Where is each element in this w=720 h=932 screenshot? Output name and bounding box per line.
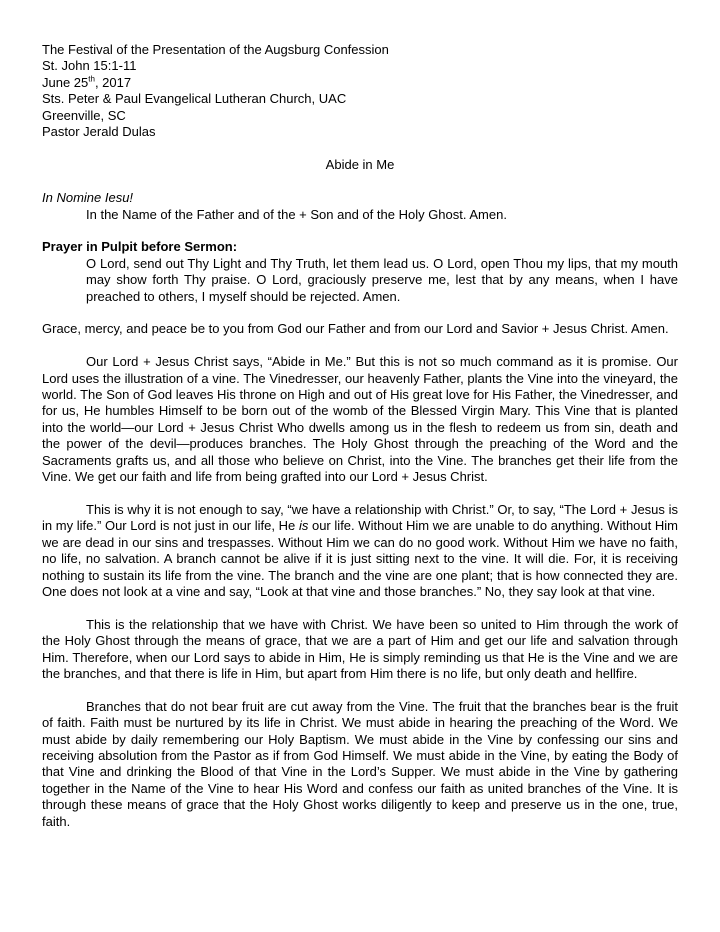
paragraph-2-part-a: This is why it is not enough to say, “we have a relationship with Christ.” Or, to say, “The Lord + Jesus is in my life.” Our Lord is not just in our life, He bbox=[42, 501, 678, 534]
church-name: Sts. Peter & Paul Evangelical Lutheran Church, UAC bbox=[42, 91, 347, 107]
invocation-section bbox=[42, 190, 678, 223]
scripture-reference: St. John 15:1-11 bbox=[42, 58, 137, 74]
paragraph-2-part-b: our life. Without Him we are unable to do anything. Without Him we are dead in our sins and trespasses. Without Him we can do no good work. Without Him we have no faith, no life, no salvation. A branch cannot be alive if it is just sitting next to the vine. It will die. For, it is receiving nothing to sustain its life from the vine. The branch and the vine are one plant; that is how connected they are. One does not look at a vine and say, “Look at that vine and those branches.” No, they say look at that vine. bbox=[42, 518, 678, 599]
sermon-paragraph-1: Our Lord + Jesus Christ says, “Abide in Me.” But this is not so much command as it is promise. Our Lord uses the illustration of a vine. The Vinedresser, our heavenly Father, plants the Vine into the vineyard, the world. The Son of God leaves His throne on High and out of His great love for His Father, the Vinedresser, and for us, He humbles Himself to be born out of the womb of the Blessed Virgin Mary. This Vine that is planted into the world—our Lord + Jesus Christ Who dwells among us in the flesh to redeem us from sin, death and the power of the devil—produces branches. The Holy Ghost through the preaching of the Word and the Sacraments grafts us, and all those who believe on Christ, into the Vine. The branches get their life from the Vine. We get our faith and life from being grafted into our Lord + Jesus Christ. bbox=[42, 354, 678, 485]
sermon-date bbox=[42, 75, 678, 91]
invocation-english: In the Name of the Father and of the + Son and of the Holy Ghost. Amen. bbox=[86, 206, 507, 222]
pastor-name: Pastor Jerald Dulas bbox=[42, 124, 156, 140]
spacer bbox=[42, 305, 678, 321]
document-header bbox=[42, 42, 678, 140]
invocation-latin: In Nomine Iesu! bbox=[42, 190, 134, 206]
spacer bbox=[42, 174, 678, 190]
spacer bbox=[42, 223, 678, 239]
spacer bbox=[42, 600, 678, 616]
sermon-paragraph-2 bbox=[42, 502, 678, 600]
spacer bbox=[42, 338, 678, 354]
date-superscript: th bbox=[88, 74, 95, 84]
spacer bbox=[42, 682, 678, 698]
prayer-section bbox=[42, 239, 678, 305]
sermon-title: Abide in Me bbox=[325, 157, 395, 173]
prayer-text: O Lord, send out Thy Light and Thy Truth, let them lead us. O Lord, open Thou my lips, that my mouth may show forth Thy praise. O Lord, graciously preserve me, lest that by any means, when I have preached to others, I myself should be rejected. Amen. bbox=[86, 255, 678, 304]
church-location: Greenville, SC bbox=[42, 107, 126, 123]
sermon-paragraph-4: Branches that do not bear fruit are cut away from the Vine. The fruit that the branches bear is the fruit of faith. Faith must be nurtured by its life in Christ. We must abide in hearing the preaching of the Word. We must abide by daily remembering our Holy Baptism. We must abide in the Vine by confessing our sins and receiving absolution from the Pastor as if from God Himself. We must abide in the Vine, by eating the Body of that Vine and drinking the Blood of that Vine in the Lord’s Supper. We must abide in the Vine by gathering together in the Name of the Vine to hear His Word and confess our faith as united branches of the Vine. It is through these means of grace that the Holy Ghost works diligently to keep and preserve us in the one, true, faith. bbox=[42, 698, 678, 829]
prayer-heading: Prayer in Pulpit before Sermon: bbox=[42, 239, 238, 255]
sermon-paragraph-3: This is the relationship that we have with Christ. We have been so united to Him through the work of the Holy Ghost through the means of grace, that we are a part of Him and get our life and salvation through Him. Therefore, when our Lord says to abide in Him, He is simply reminding us that He is the Vine and we are the branches, and that there is life in Him, but apart from Him there is no life, but only death and hellfire. bbox=[42, 616, 678, 681]
date-suffix: , 2017 bbox=[94, 74, 132, 90]
date-prefix: June 25 bbox=[42, 74, 89, 90]
greeting-paragraph: Grace, mercy, and peace be to you from God our Father and from our Lord and Savior + Jesus Christ. Amen. bbox=[42, 321, 669, 337]
spacer bbox=[42, 486, 678, 502]
paragraph-2-emphasis: is bbox=[298, 518, 309, 534]
feast-title: The Festival of the Presentation of the Augsburg Confession bbox=[42, 42, 389, 57]
